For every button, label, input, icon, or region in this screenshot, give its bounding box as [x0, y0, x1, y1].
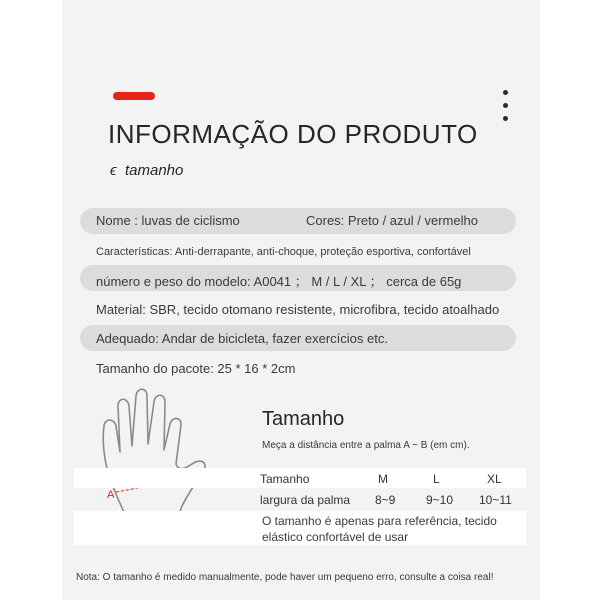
subtitle-text: tamanho [124, 162, 184, 179]
size-header-l: L [433, 472, 440, 486]
spec-suitable: Adequado: Andar de bicicleta, fazer exercícios etc. [96, 331, 388, 346]
size-header-m: M [378, 472, 388, 486]
size-header-xl: XL [487, 472, 502, 486]
accent-bar [113, 92, 155, 100]
spec-model: número e peso do modelo: A0041 ； M / L / XL ； cerca de 65g [96, 274, 462, 289]
size-row-l: 9~10 [426, 493, 454, 507]
footer-note: Nota: O tamanho é medido manualmente, pode haver um pequeno erro, consulte a coisa real! [76, 572, 494, 583]
size-instruction: Meça a distância entre a palma A ~ B (em cm). [262, 440, 470, 451]
page-title: INFORMAÇÃO DO PRODUTO [108, 119, 478, 149]
size-row-xl: 10~11 [479, 493, 512, 507]
size-header-label: Tamanho [260, 472, 310, 486]
spec-features: Características: Anti-derrapante, anti-choque, proteção esportiva, confortável [96, 246, 471, 258]
spec-package: Tamanho do pacote: 25 * 16 * 2cm [96, 361, 296, 376]
spec-material: Material: SBR, tecido otomano resistente, microfibra, tecido atoalhado [96, 302, 500, 317]
size-row-label: largura da palma [260, 493, 351, 507]
size-row-m: 8~9 [375, 493, 396, 507]
subtitle-prefix: ϵ [110, 162, 117, 179]
spec-name: Nome : luvas de ciclismo [96, 213, 240, 228]
size-note: O tamanho é apenas para referência, tecido elástico confortável de usar [262, 514, 497, 544]
measure-label-a: A [107, 489, 115, 501]
section-subtitle [110, 162, 183, 179]
spec-colors: Cores: Preto / azul / vermelho [306, 213, 478, 228]
size-title: Tamanho [262, 408, 345, 430]
more-options-icon[interactable] [503, 90, 511, 124]
